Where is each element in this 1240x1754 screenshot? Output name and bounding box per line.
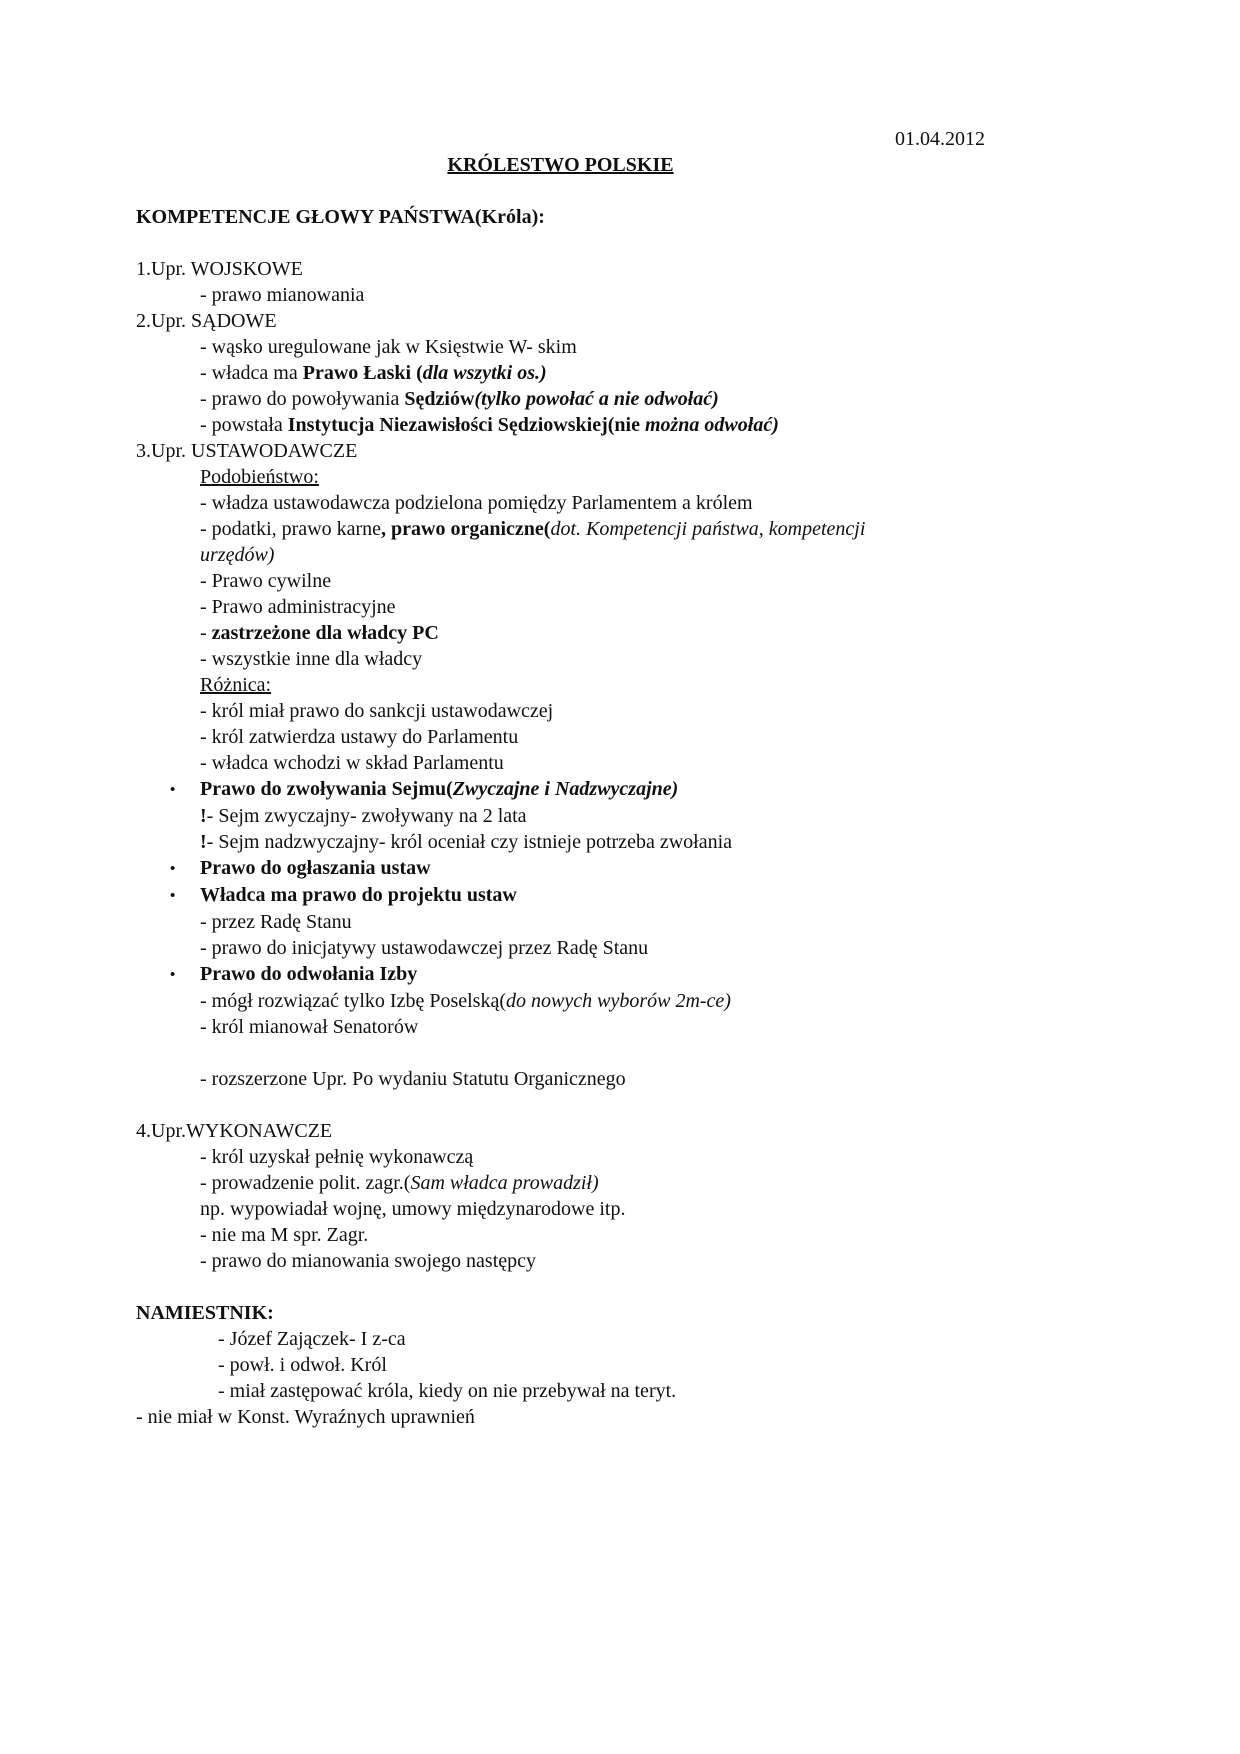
bullet-line [136, 882, 985, 909]
text-segment: Sam władca prowadził) [410, 1172, 599, 1194]
text-segment: - przez Radę Stanu [200, 911, 352, 933]
doc-line [136, 909, 985, 935]
doc-line [136, 256, 985, 282]
text-segment: - nie ma M spr. Zagr. [200, 1224, 369, 1246]
doc-line [136, 1170, 985, 1196]
text-segment: do nowych wyborów 2m-ce) [506, 990, 731, 1012]
text-segment: - wąsko uregulowane jak w Księstwie W- skim [200, 336, 577, 358]
text-segment: dot. Kompetencji państwa, kompetencji [550, 518, 866, 540]
text-segment: - Prawo cywilne [200, 570, 332, 592]
text-segment: - rozszerzone Upr. Po wydaniu Statutu Organicznego [200, 1068, 626, 1090]
text-segment: - Sejm zwyczajny- zwoływany na 2 lata [206, 805, 527, 827]
text-segment: - powstała [200, 414, 288, 436]
text-segment: (tylko powołać a nie odwołać) [474, 388, 719, 410]
doc-line [136, 1300, 985, 1326]
doc-line [136, 360, 985, 386]
text-segment: Różnica: [200, 674, 272, 696]
text-segment: - miał zastępować króla, kiedy on nie przebywał na teryt. [218, 1380, 677, 1402]
blank-line [136, 1092, 985, 1118]
text-segment: ! [200, 831, 207, 853]
doc-line [136, 646, 985, 672]
doc-line [136, 1196, 985, 1222]
text-segment: - władza ustawodawcza podzielona pomiędzy Parlamentem a królem [200, 492, 753, 514]
doc-line [136, 282, 985, 308]
text-segment: - król miał prawo do sankcji ustawodawczej [200, 700, 554, 722]
text-segment: Sędziów [404, 388, 475, 410]
text-segment: 3.Upr. USTAWODAWCZE [136, 440, 358, 462]
text-segment: Prawo do zwoływania Sejmu( [200, 778, 453, 800]
doc-line [136, 620, 985, 646]
doc-line [136, 988, 985, 1014]
text-segment: 2.Upr. SĄDOWE [136, 310, 277, 332]
text-segment: można odwołać) [644, 414, 779, 436]
doc-line [136, 1404, 985, 1430]
doc-line [136, 1014, 985, 1040]
bullet-icon: • [170, 888, 176, 904]
doc-line [136, 724, 985, 750]
text-segment: - Prawo administracyjne [200, 596, 396, 618]
text-segment: Władca ma prawo do projektu ustaw [200, 884, 517, 906]
date-line [136, 126, 985, 152]
text-segment: nie [614, 414, 645, 436]
text-segment: ! [200, 805, 207, 827]
doc-line [136, 438, 985, 464]
date-text: 01.04.2012 [895, 128, 985, 150]
doc-line [136, 542, 985, 568]
doc-line [136, 1118, 985, 1144]
text-segment: - podatki, prawo karne [200, 518, 382, 540]
text-segment: - wszystkie inne dla władcy [200, 648, 423, 670]
text-segment: - prawo mianowania [200, 284, 365, 306]
text-segment: Zwyczajne i Nadzwyczajne) [452, 778, 679, 800]
text-segment: 4.Upr.WYKONAWCZE [136, 1120, 333, 1142]
blank-line [136, 178, 985, 204]
doc-line [136, 935, 985, 961]
doc-line [136, 1222, 985, 1248]
text-segment: Instytucja Niezawisłości Sędziowskiej( [287, 414, 615, 436]
text-segment: 1.Upr. WOJSKOWE [136, 258, 303, 280]
doc-line [136, 1144, 985, 1170]
doc-line [136, 464, 985, 490]
text-segment: - władca wchodzi w skład Parlamentu [200, 752, 504, 774]
blank-line [136, 230, 985, 256]
doc-line [136, 334, 985, 360]
text-segment: - prawo do inicjatywy ustawodawczej przez Radę Stanu [200, 937, 649, 959]
doc-line [136, 594, 985, 620]
text-segment: np. wypowiadał wojnę, umowy międzynarodowe itp. [200, 1198, 626, 1220]
text-segment: - [200, 622, 212, 644]
document-body [136, 204, 985, 1430]
text-segment: - Józef Zajączek- I z-ca [218, 1328, 406, 1350]
doc-line [136, 568, 985, 594]
doc-line [136, 386, 985, 412]
text-segment: NAMIESTNIK: [136, 1302, 274, 1324]
text-segment: KOMPETENCJE GŁOWY PAŃSTWA(Króla): [136, 206, 545, 228]
doc-line [136, 308, 985, 334]
text-segment: Prawo do odwołania Izby [200, 963, 418, 985]
text-segment: Prawo Łaski ( [302, 362, 423, 384]
text-segment: - powł. i odwoł. Król [218, 1354, 387, 1376]
bullet-line [136, 776, 985, 803]
text-segment: - prawo do powoływania [200, 388, 405, 410]
bullet-icon: • [170, 967, 176, 983]
doc-line [136, 829, 985, 855]
doc-line [136, 1326, 985, 1352]
text-segment: - nie miał w Konst. Wyraźnych uprawnień [136, 1406, 475, 1428]
text-segment: zastrzeżone dla władcy PC [211, 622, 439, 644]
doc-line [136, 412, 985, 438]
text-segment: - władca ma [200, 362, 303, 384]
text-segment: - król uzyskał pełnię wykonawczą [200, 1146, 474, 1168]
doc-line [136, 698, 985, 724]
text-segment: - mógł rozwiązać tylko Izbę Poselską( [200, 990, 507, 1012]
bullet-icon: • [170, 861, 176, 877]
doc-line [136, 1248, 985, 1274]
doc-line [136, 672, 985, 698]
text-segment: - król zatwierdza ustawy do Parlamentu [200, 726, 519, 748]
doc-line [136, 516, 985, 542]
doc-line [136, 1378, 985, 1404]
text-segment: - Sejm nadzwyczajny- król oceniał czy istnieje potrzeba zwołania [206, 831, 733, 853]
text-segment: - król mianował Senatorów [200, 1016, 419, 1038]
bullet-line [136, 961, 985, 988]
doc-line [136, 490, 985, 516]
doc-line [136, 1352, 985, 1378]
blank-line [136, 1040, 985, 1066]
text-segment: - prowadzenie polit. zagr.( [200, 1172, 411, 1194]
doc-line [136, 803, 985, 829]
text-segment: Podobieństwo: [200, 466, 319, 488]
blank-line [136, 1274, 985, 1300]
page-title: KRÓLESTWO POLSKIE [447, 154, 674, 176]
text-segment: Prawo do ogłaszania ustaw [200, 857, 431, 879]
doc-line [136, 1066, 985, 1092]
bullet-icon: • [170, 782, 176, 798]
doc-line [136, 750, 985, 776]
text-segment: dla wszytki os.) [422, 362, 547, 384]
text-segment: urzędów) [200, 544, 275, 566]
text-segment: , prawo organiczne( [381, 518, 551, 540]
doc-line [136, 204, 985, 230]
bullet-line [136, 855, 985, 882]
text-segment: - prawo do mianowania swojego następcy [200, 1250, 537, 1272]
title-line [136, 152, 985, 178]
